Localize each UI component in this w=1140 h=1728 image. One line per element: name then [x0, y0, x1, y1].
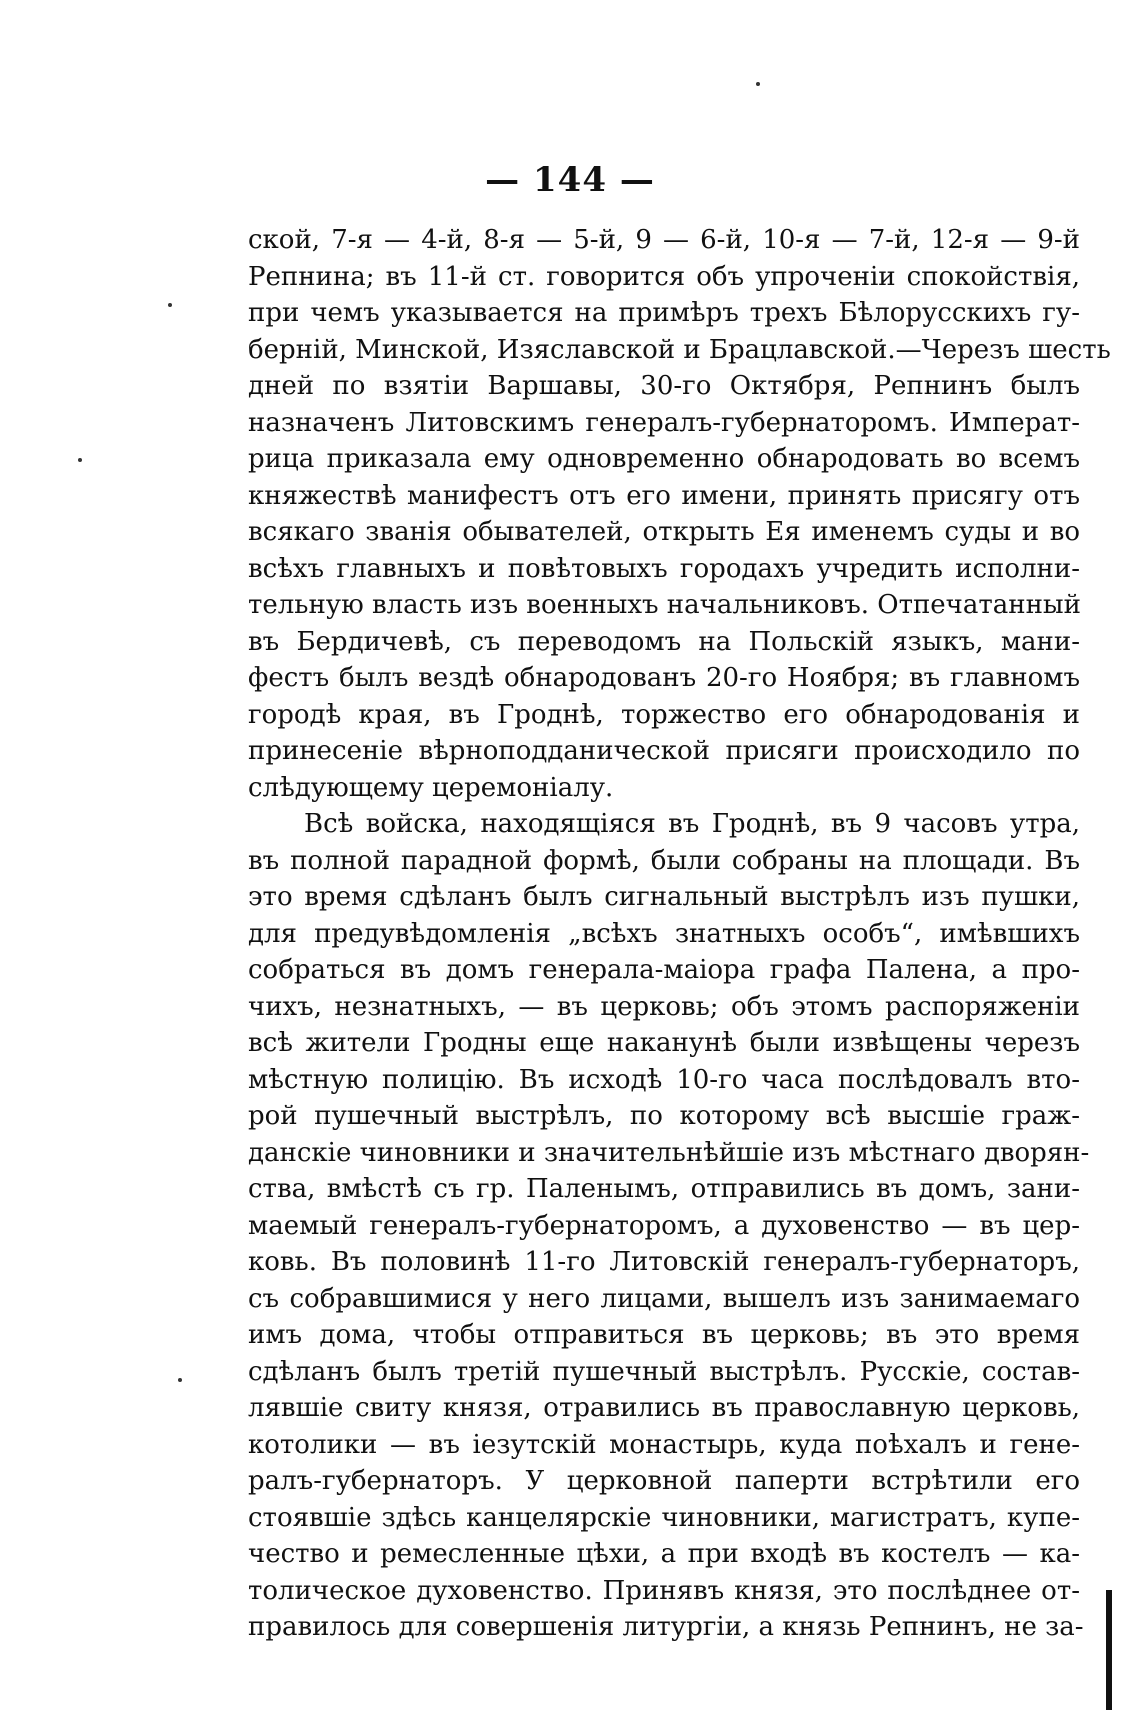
text-line: Репнина; въ 11-й ст. говорится объ упроченіи спокойствія, [248, 261, 1080, 292]
body-text [248, 222, 1111, 1646]
text-line: принесеніе вѣрноподданической присяги происходило по [248, 736, 1080, 766]
text-line: съ собравшимися у него лицами, вышелъ изъ занимаемаго [248, 1283, 1080, 1314]
text-line: всѣ жители Гродны еще наканунѣ были извѣщены черезъ [248, 1028, 1080, 1058]
text-line: городѣ края, въ Гроднѣ, торжество его обнародованія и [248, 699, 1080, 730]
scan-edge-mark [1106, 1590, 1112, 1710]
text-line: при чемъ указывается на примѣръ трехъ Бѣлорусскихъ гу- [248, 298, 1080, 328]
text-line: чество и ремесленные цѣхи, а при входѣ въ костелъ — ка- [248, 1539, 1080, 1569]
text-line: сдѣланъ былъ третій пушечный выстрѣлъ. Русскіе, состав- [248, 1356, 1080, 1387]
text-line: толическое духовенство. Принявъ князя, это послѣднее от- [248, 1575, 1080, 1606]
text-line: лявшіе свиту князя, отравились въ православную церковь, [248, 1393, 1080, 1423]
text-line: стоявшіе здѣсь канцелярскіе чиновники, магистратъ, купе- [248, 1502, 1080, 1533]
scan-speck [178, 1378, 182, 1382]
scan-speck [756, 82, 760, 86]
text-line: тельную власть изъ военныхъ начальниковъ. Отпечатанный [248, 590, 1081, 620]
text-line: княжествѣ манифестъ отъ его имени, принять присягу отъ [248, 480, 1080, 511]
text-line: правилось для совершенія литургіи, а князь Репнинъ, не за- [248, 1612, 1084, 1642]
text-line: ской, 7-я — 4-й, 8-я — 5-й, 9 — 6-й, 10-я — 7-й, 12-я — 9-й [248, 225, 1080, 255]
text-line: рой пушечный выстрѣлъ, по которому всѣ высшіе граж- [248, 1101, 1080, 1131]
text-line: ралъ-губернаторъ. У церковной паперти встрѣтили его [248, 1466, 1080, 1496]
text-line: это время сдѣланъ былъ сигнальный выстрѣлъ изъ пушки, [248, 882, 1080, 912]
text-line: чихъ, незнатныхъ, — въ церковь; объ этомъ распоряженіи [248, 991, 1080, 1022]
paragraph-2 [248, 806, 1090, 1646]
text-line: всѣхъ главныхъ и повѣтовыхъ городахъ учредить исполни- [248, 553, 1080, 584]
text-line: слѣдующему церемоніалу. [248, 772, 614, 803]
text-line: для предувѣдомленія „всѣхъ знатныхъ особъ“, имѣвшихъ [248, 918, 1080, 949]
text-line: въ полной парадной формѣ, были собраны на площади. Въ [248, 845, 1080, 876]
text-line: данскіе чиновники и значительнѣйшіе изъ мѣстнаго дворян- [248, 1137, 1090, 1168]
text-line: назначенъ Литовскимъ генералъ-губернаторомъ. Императ- [248, 407, 1080, 438]
text-line: ства, вмѣстѣ съ гр. Паленымъ, отправились въ домъ, зани- [248, 1174, 1080, 1204]
text-line: рица приказала ему одновременно обнародовать во всемъ [248, 444, 1080, 474]
scan-speck [78, 458, 82, 462]
page-number: — 144 — [485, 160, 655, 200]
text-line: Всѣ войска, находящіяся въ Гроднѣ, въ 9 часовъ утра, [304, 809, 1080, 839]
scan-speck [168, 303, 172, 307]
text-line: собраться въ домъ генерала-маіора графа Палена, а про- [248, 955, 1080, 985]
text-line: ковь. Въ половинѣ 11-го Литовскій генералъ-губернаторъ, [248, 1247, 1080, 1277]
text-line: дней по взятіи Варшавы, 30-го Октября, Репнинъ былъ [248, 371, 1080, 401]
text-line: въ Бердичевѣ, съ переводомъ на Польскій языкъ, мани- [248, 626, 1080, 657]
text-line: маемый генералъ-губернаторомъ, а духовенство — въ цер- [248, 1210, 1080, 1241]
text-line: всякаго званія обывателей, открыть Ея именемъ суды и во [248, 517, 1080, 547]
text-line: берній, Минской, Изяславской и Брацлавской.—Черезъ шесть [248, 334, 1111, 365]
text-line: имъ дома, чтобы отправиться въ церковь; въ это время [248, 1320, 1080, 1350]
text-line: мѣстную полицію. Въ исходѣ 10-го часа послѣдовалъ вто- [248, 1064, 1080, 1095]
text-line: котолики — въ іезутскій монастырь, куда поѣхалъ и гене- [248, 1429, 1080, 1460]
paragraph-1 [248, 222, 1111, 806]
text-line: фестъ былъ вездѣ обнародованъ 20-го Ноября; въ главномъ [248, 663, 1080, 693]
